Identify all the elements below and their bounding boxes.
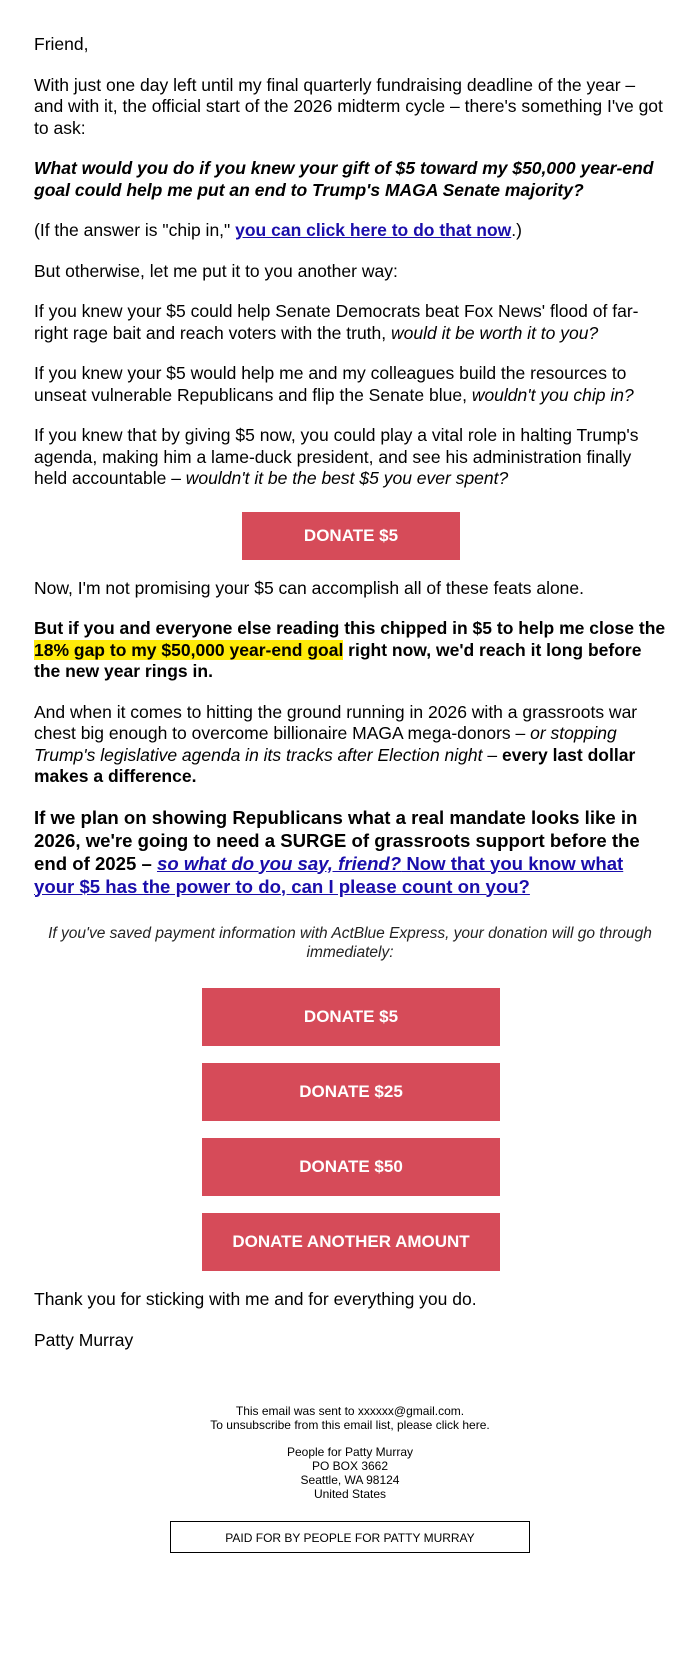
signature: Patty Murray [34, 1330, 134, 1350]
colleagues-text: If you knew your $5 would help me and my colleagues build the resources to unseat vulnerable Republicans and flip the Senate blue, [34, 363, 627, 405]
chip-in-suffix: .) [511, 220, 522, 240]
email-body [0, 34, 700, 1553]
donate-another-amount-button[interactable]: DONATE ANOTHER AMOUNT [202, 1213, 500, 1271]
otherwise-paragraph: But otherwise, let me put it to you another way: [34, 260, 398, 281]
ground-italic: or stopping Trump's legislative agenda in its tracks after Election night [34, 723, 617, 765]
thanks-paragraph: Thank you for sticking with me and for everything you do. [34, 1288, 477, 1309]
fox-news-italic: would it be worth it to you? [391, 322, 599, 343]
ground-bold: every last dollar makes a difference. [34, 744, 636, 786]
chip-in-prefix: (If the answer is "chip in," [34, 220, 236, 240]
surge-paragraph [34, 806, 666, 898]
footer-unsubscribe[interactable]: To unsubscribe from this email list, please click here. [210, 1417, 490, 1432]
fox-news-text: If you knew your $5 could help Senate Democrats beat Fox News' flood of far-right rage bait and reach voters with the truth, [34, 301, 639, 343]
not-promising-paragraph: Now, I'm not promising your $5 can accomplish all of these feats alone. [34, 577, 585, 598]
greeting: Friend, [34, 34, 89, 54]
surge-link[interactable]: Now that you know what your $5 has the power to do, can I please count on you? [34, 852, 624, 897]
chip-in-link[interactable]: you can click here to do that now [235, 220, 512, 240]
agenda-paragraph [34, 425, 666, 490]
everyone-before: But if you and everyone else reading this chipped in $5 to help me close the [34, 618, 666, 638]
donate-5-top-button[interactable]: DONATE $5 [242, 512, 460, 560]
question-paragraph: What would you do if you knew your gift of $5 toward my $50,000 year-end goal could help me put an end to Trump's MAGA Senate majority? [34, 158, 654, 200]
actblue-express-note: If you've saved payment information with ActBlue Express, your donation will go through immediately: [48, 924, 652, 961]
donate-5-button[interactable]: DONATE $5 [202, 988, 500, 1046]
agenda-text: If you knew that by giving $5 now, you could play a vital role in halting Trump's agenda, making him a lame-duck president, and see his administration finally held accountable – [34, 425, 639, 488]
footer-sent-to: This email was sent to xxxxxx@gmail.com. [235, 1403, 465, 1418]
donate-button-group [34, 988, 666, 1271]
ground-running-paragraph [34, 702, 666, 788]
goal-gap-highlight: 18% gap to my $50,000 year-end goal [34, 639, 344, 660]
colleagues-italic: wouldn't you chip in? [471, 384, 634, 405]
chip-in-paragraph [34, 220, 666, 242]
colleagues-paragraph [34, 363, 666, 406]
ground-dash: – [482, 744, 502, 765]
surge-link-italic[interactable]: so what do you say, friend? [156, 852, 402, 874]
everyone-after: right now, we'd reach it long before the new year rings in. [34, 639, 642, 681]
agenda-italic: wouldn't it be the best $5 you ever spent? [185, 468, 509, 488]
footer-country: United States [313, 1486, 387, 1501]
footer-po-box: PO BOX 3662 [311, 1458, 389, 1473]
everyone-paragraph [34, 618, 666, 683]
intro-paragraph: With just one day left until my final quarterly fundraising deadline of the year – and with it, the official start of the 2026 midterm cycle – there's something I've got to ask: [34, 74, 663, 138]
footer-org: People for Patty Murray [286, 1444, 414, 1459]
surge-bold: If we plan on showing Republicans what a real mandate looks like in 2026, we're going to need a SURGE of grassroots support before the end of 2025 – [34, 806, 640, 874]
fox-news-paragraph [34, 301, 666, 344]
paid-for-disclaimer: PAID FOR BY PEOPLE FOR PATTY MURRAY [170, 1521, 530, 1553]
footer-city: Seattle, WA 98124 [300, 1472, 400, 1487]
ground-plain: And when it comes to hitting the ground running in 2026 with a grassroots war chest big enough to overcome billionaire MAGA mega-donors – [34, 701, 638, 743]
donate-50-button[interactable]: DONATE $50 [202, 1138, 500, 1196]
donate-25-button[interactable]: DONATE $25 [202, 1063, 500, 1121]
footer [34, 1404, 666, 1501]
